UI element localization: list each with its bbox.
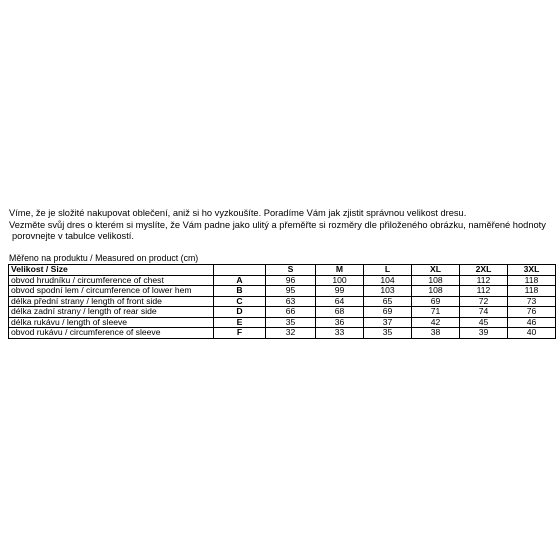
row-code: C xyxy=(214,296,266,307)
cell-value: 104 xyxy=(364,275,412,286)
table-row xyxy=(9,275,556,286)
cell-value: 35 xyxy=(364,328,412,339)
cell-value: 74 xyxy=(460,307,508,318)
cell-value: 69 xyxy=(412,296,460,307)
cell-value: 33 xyxy=(316,328,364,339)
cell-value: 39 xyxy=(460,328,508,339)
cell-value: 38 xyxy=(412,328,460,339)
cell-value: 72 xyxy=(460,296,508,307)
table-row xyxy=(9,307,556,318)
size-table xyxy=(8,264,556,339)
cell-value: 35 xyxy=(266,317,316,328)
header-size-l: L xyxy=(364,265,412,276)
cell-value: 118 xyxy=(508,275,556,286)
cell-value: 95 xyxy=(266,286,316,297)
cell-value: 66 xyxy=(266,307,316,318)
header-code xyxy=(214,265,266,276)
header-size-s: S xyxy=(266,265,316,276)
row-label: obvod rukávu / circumference of sleeve xyxy=(9,328,214,339)
row-code: D xyxy=(214,307,266,318)
cell-value: 45 xyxy=(460,317,508,328)
row-label: obvod hrudníku / circumference of chest xyxy=(9,275,214,286)
cell-value: 71 xyxy=(412,307,460,318)
cell-value: 100 xyxy=(316,275,364,286)
cell-value: 112 xyxy=(460,275,508,286)
cell-value: 46 xyxy=(508,317,556,328)
cell-value: 112 xyxy=(460,286,508,297)
header-size-xl: XL xyxy=(412,265,460,276)
row-label: délka přední strany / length of front side xyxy=(9,296,214,307)
cell-value: 65 xyxy=(364,296,412,307)
intro-line-3: porovnejte v tabulce velikostí. xyxy=(12,231,134,241)
header-size-2xl: 2XL xyxy=(460,265,508,276)
row-label: délka zadní strany / length of rear side xyxy=(9,307,214,318)
table-row xyxy=(9,286,556,297)
cell-value: 99 xyxy=(316,286,364,297)
table-row xyxy=(9,296,556,307)
cell-value: 68 xyxy=(316,307,364,318)
table-header-row xyxy=(9,265,556,276)
cell-value: 108 xyxy=(412,275,460,286)
table-row xyxy=(9,328,556,339)
row-code: E xyxy=(214,317,266,328)
cell-value: 76 xyxy=(508,307,556,318)
header-size-3xl: 3XL xyxy=(508,265,556,276)
row-label: délka rukávu / length of sleeve xyxy=(9,317,214,328)
row-code: F xyxy=(214,328,266,339)
cell-value: 73 xyxy=(508,296,556,307)
table-row xyxy=(9,317,556,328)
cell-value: 63 xyxy=(266,296,316,307)
row-code: A xyxy=(214,275,266,286)
intro-line-2: Vezměte svůj dres o kterém si myslíte, že Vám padne jako ulitý a přeměřte si rozměry dle přiloženého obrázku, naměřené hodnoty xyxy=(9,219,546,230)
cell-value: 40 xyxy=(508,328,556,339)
cell-value: 42 xyxy=(412,317,460,328)
cell-value: 96 xyxy=(266,275,316,286)
cell-value: 69 xyxy=(364,307,412,318)
intro-text xyxy=(9,208,546,243)
row-label: obvod spodní lem / circumference of lower hem xyxy=(9,286,214,297)
cell-value: 64 xyxy=(316,296,364,307)
row-code: B xyxy=(214,286,266,297)
cell-value: 36 xyxy=(316,317,364,328)
cell-value: 108 xyxy=(412,286,460,297)
cell-value: 103 xyxy=(364,286,412,297)
cell-value: 37 xyxy=(364,317,412,328)
header-size-label: Velikost / Size xyxy=(9,265,214,276)
table-caption: Měřeno na produktu / Measured on product (cm) xyxy=(9,253,199,263)
cell-value: 32 xyxy=(266,328,316,339)
header-size-m: M xyxy=(316,265,364,276)
cell-value: 118 xyxy=(508,286,556,297)
intro-line-1: Víme, že je složité nakupovat oblečení, aniž si ho vyzkoušíte. Poradíme Vám jak zjistit správnou velikost dresu. xyxy=(9,208,467,218)
